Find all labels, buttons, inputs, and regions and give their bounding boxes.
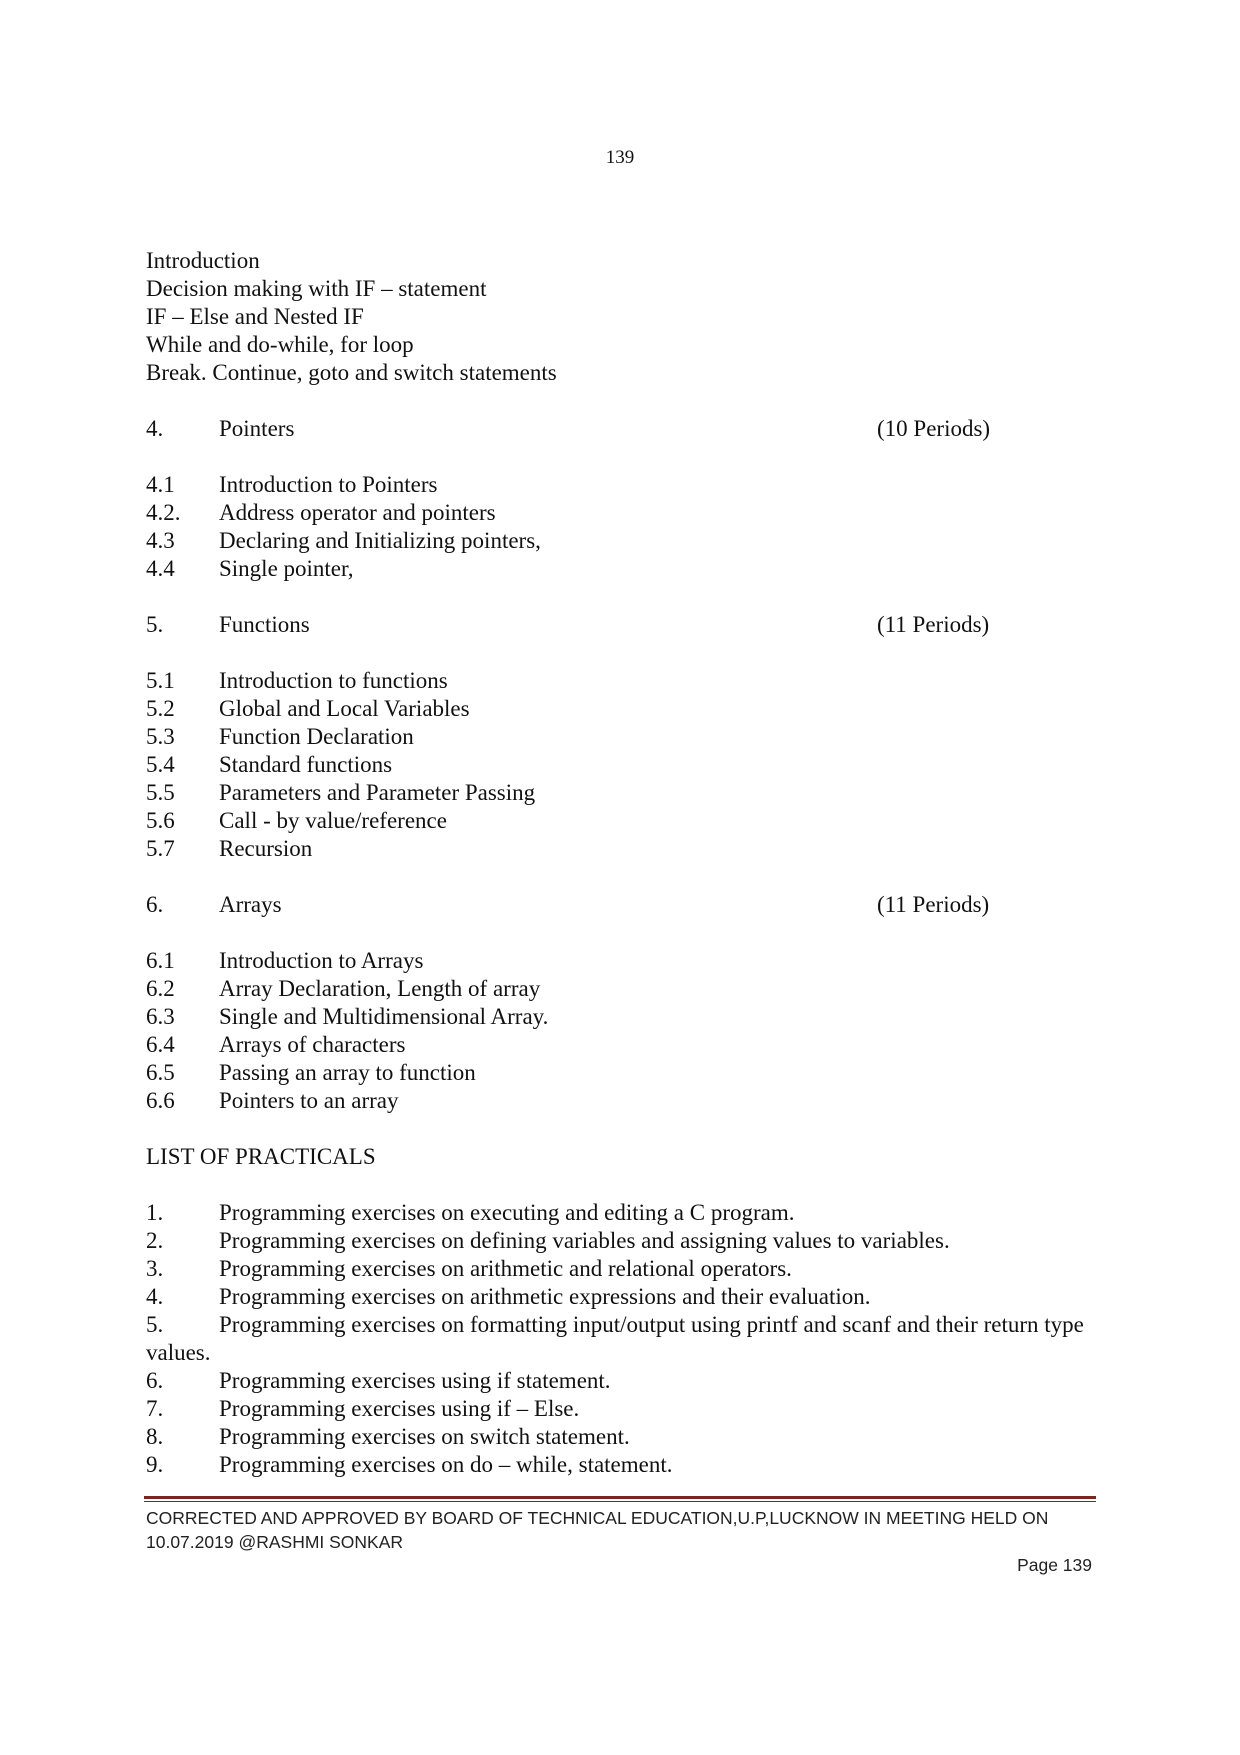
topic-text: Introduction to Arrays	[219, 948, 424, 973]
topic-text: Array Declaration, Length of array	[219, 976, 541, 1001]
topic-number: 6.3	[146, 1004, 175, 1029]
topic-text: Address operator and pointers	[219, 500, 496, 525]
topic-number: 5.1	[146, 668, 175, 693]
practical-number: 5.	[146, 1312, 164, 1337]
topic-text: Arrays of characters	[219, 1032, 406, 1057]
topic-number: 6.6	[146, 1088, 175, 1113]
topic-number: 5.3	[146, 724, 175, 749]
topic-item	[146, 835, 1106, 863]
topic-text: Introduction to Pointers	[219, 472, 438, 497]
practical-item	[146, 1199, 1106, 1227]
practical-text: Programming exercises on arithmetic and relational operators.	[219, 1256, 792, 1281]
unit-periods: (11 Periods)	[877, 892, 990, 917]
footer-text: CORRECTED AND APPROVED BY BOARD OF TECHNICAL EDUCATION,U.P,LUCKNOW IN MEETING HELD ON 10.07.2019 @RASHMI SONKAR	[146, 1508, 1049, 1552]
unit-periods: (11 Periods)	[877, 612, 990, 637]
practical-item	[146, 1227, 1106, 1255]
intro-line: While and do-while, for loop	[146, 332, 414, 357]
topic-text: Call - by value/reference	[219, 808, 447, 833]
topic-number: 4.4	[146, 556, 175, 581]
practical-text: Programming exercises on arithmetic expressions and their evaluation.	[219, 1284, 871, 1309]
topic-number: 6.2	[146, 976, 175, 1001]
topic-item	[146, 555, 1106, 583]
practical-item	[146, 1255, 1106, 1283]
topic-item	[146, 807, 1106, 835]
topic-item	[146, 1059, 1106, 1087]
practical-item	[146, 1283, 1106, 1311]
topic-item	[146, 527, 1106, 555]
topic-number: 4.1	[146, 472, 175, 497]
practical-number: 3.	[146, 1256, 164, 1281]
topic-item	[146, 667, 1106, 695]
topic-number: 6.1	[146, 948, 175, 973]
topic-text: Declaring and Initializing pointers,	[219, 528, 541, 553]
practical-number: 8.	[146, 1424, 164, 1449]
topic-item	[146, 975, 1106, 1003]
topic-number: 4.3	[146, 528, 175, 553]
practical-item	[146, 1395, 1106, 1423]
unit-title: Pointers	[219, 416, 295, 441]
practical-text: Programming exercises using if – Else.	[219, 1396, 580, 1421]
topic-number: 5.6	[146, 808, 175, 833]
unit-title: Arrays	[219, 892, 282, 917]
topic-text: Passing an array to function	[219, 1060, 476, 1085]
intro-list	[146, 247, 1106, 1479]
unit-heading	[146, 415, 1106, 443]
topic-item	[146, 723, 1106, 751]
topic-text: Pointers to an array	[219, 1088, 399, 1113]
topic-text: Recursion	[219, 836, 313, 861]
topic-item	[146, 947, 1106, 975]
practical-item	[146, 1311, 1106, 1367]
page-number-top: 139	[605, 147, 635, 168]
topic-text: Function Declaration	[219, 724, 414, 749]
topic-item	[146, 1003, 1106, 1031]
intro-line: Introduction	[146, 248, 260, 273]
topic-number: 5.4	[146, 752, 175, 777]
topic-number: 6.4	[146, 1032, 175, 1057]
intro-line: Break. Continue, goto and switch statements	[146, 360, 557, 385]
topic-item	[146, 695, 1106, 723]
practical-text: Programming exercises using if statement.	[219, 1368, 611, 1393]
topic-item	[146, 499, 1106, 527]
topic-number: 5.2	[146, 696, 175, 721]
topic-text: Standard functions	[219, 752, 393, 777]
unit-number: 5.	[146, 612, 164, 637]
topic-text: Global and Local Variables	[219, 696, 470, 721]
practical-number: 2.	[146, 1228, 164, 1253]
practical-number: 6.	[146, 1368, 164, 1393]
practical-text: Programming exercises on formatting input/output using printf and scanf and their return type values.	[146, 1312, 1084, 1365]
practicals-heading: LIST OF PRACTICALS	[146, 1144, 376, 1169]
topic-item	[146, 751, 1106, 779]
practical-item	[146, 1451, 1106, 1479]
practical-number: 9.	[146, 1452, 164, 1477]
topic-text: Introduction to functions	[219, 668, 448, 693]
footer-rule-thin	[144, 1501, 1096, 1502]
topic-text: Single and Multidimensional Array.	[219, 1004, 549, 1029]
practical-text: Programming exercises on switch statement.	[219, 1424, 630, 1449]
topic-number: 4.2.	[146, 500, 181, 525]
practical-text: Programming exercises on defining variables and assigning values to variables.	[219, 1228, 950, 1253]
practical-number: 1.	[146, 1200, 164, 1225]
practical-text: Programming exercises on do – while, statement.	[219, 1452, 673, 1477]
footer-page-label: Page 139	[1017, 1555, 1092, 1575]
topic-text: Single pointer,	[219, 556, 354, 581]
unit-number: 4.	[146, 416, 164, 441]
practical-item	[146, 1423, 1106, 1451]
topic-number: 5.5	[146, 780, 175, 805]
practical-text: Programming exercises on executing and editing a C program.	[219, 1200, 795, 1225]
unit-heading	[146, 891, 1106, 919]
practical-number: 4.	[146, 1284, 164, 1309]
unit-heading	[146, 611, 1106, 639]
practical-number: 7.	[146, 1396, 164, 1421]
practical-item	[146, 1367, 1106, 1395]
footer-rule-thick	[144, 1496, 1096, 1499]
topic-item	[146, 471, 1106, 499]
unit-number: 6.	[146, 892, 164, 917]
intro-line: IF – Else and Nested IF	[146, 304, 364, 329]
topic-text: Parameters and Parameter Passing	[219, 780, 536, 805]
topic-item	[146, 779, 1106, 807]
intro-line: Decision making with IF – statement	[146, 276, 487, 301]
unit-periods: (10 Periods)	[877, 416, 991, 441]
topic-item	[146, 1031, 1106, 1059]
topic-number: 5.7	[146, 836, 175, 861]
topic-number: 6.5	[146, 1060, 175, 1085]
unit-title: Functions	[219, 612, 310, 637]
topic-item	[146, 1087, 1106, 1115]
